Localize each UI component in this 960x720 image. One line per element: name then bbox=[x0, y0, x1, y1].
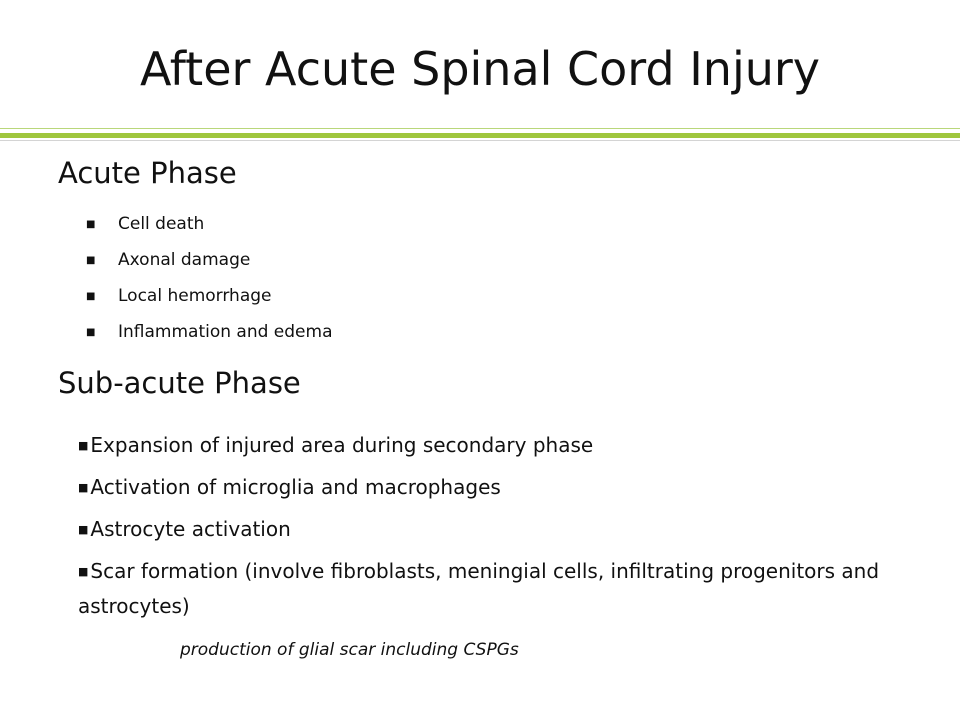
title-rule-thin bbox=[0, 128, 960, 129]
list-item-text: Expansion of injured area during secondary phase bbox=[90, 433, 594, 457]
list-item-text: Cell death bbox=[118, 214, 205, 234]
list-item bbox=[86, 242, 333, 278]
list-item bbox=[86, 206, 333, 242]
list-item bbox=[78, 470, 898, 505]
acute-phase-list bbox=[86, 206, 333, 350]
title-rule-accent bbox=[0, 133, 960, 138]
list-item bbox=[78, 512, 898, 547]
title-rule-shadow bbox=[0, 140, 960, 141]
list-item-text: Inflammation and edema bbox=[118, 322, 333, 342]
square-bullet-icon: ■ bbox=[78, 481, 89, 494]
slide-title: After Acute Spinal Cord Injury bbox=[139, 42, 821, 96]
square-bullet-icon: ■ bbox=[86, 327, 96, 338]
list-item bbox=[86, 278, 333, 314]
list-item-text: Local hemorrhage bbox=[118, 286, 272, 306]
square-bullet-icon: ■ bbox=[86, 255, 96, 266]
square-bullet-icon: ■ bbox=[78, 523, 89, 536]
list-item-text: Astrocyte activation bbox=[90, 517, 291, 541]
square-bullet-icon: ■ bbox=[78, 439, 89, 452]
square-bullet-icon: ■ bbox=[78, 565, 89, 578]
subacute-phase-list bbox=[78, 428, 898, 630]
list-item bbox=[78, 554, 898, 623]
list-item-text: Scar formation (involve fibroblasts, meningial cells, infiltrating progenitors and astrocytes) bbox=[78, 559, 880, 618]
list-item-text: Activation of microglia and macrophages bbox=[90, 475, 501, 499]
square-bullet-icon: ■ bbox=[86, 291, 96, 302]
list-item bbox=[78, 428, 898, 463]
glial-scar-note: production of glial scar including CSPGs bbox=[180, 640, 519, 660]
acute-phase-heading: Acute Phase bbox=[58, 156, 237, 190]
list-item bbox=[86, 314, 333, 350]
square-bullet-icon: ■ bbox=[86, 219, 96, 230]
list-item-text: Axonal damage bbox=[118, 250, 251, 270]
subacute-phase-heading: Sub-acute Phase bbox=[58, 366, 301, 400]
